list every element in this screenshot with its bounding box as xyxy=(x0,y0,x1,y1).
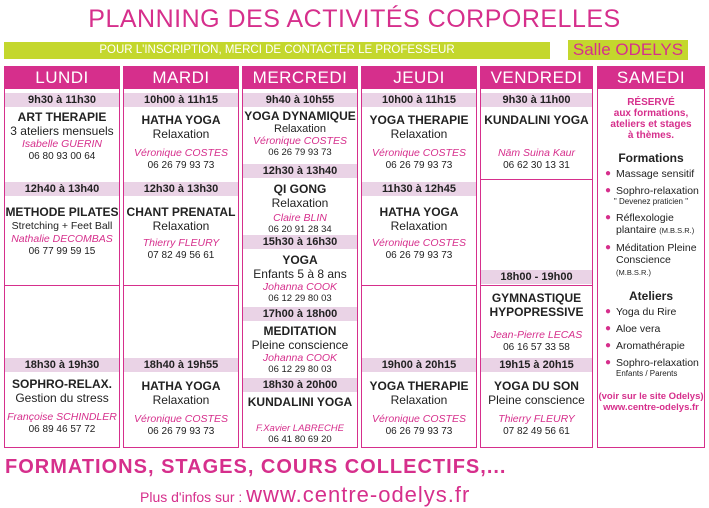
time-slot: 18h30 à 20h00 xyxy=(243,378,357,392)
divider xyxy=(362,285,476,286)
list-item: ● Méditation Pleine xyxy=(605,242,697,254)
day-column-vendredi xyxy=(480,66,593,448)
activity xyxy=(481,291,592,354)
day-column-mardi xyxy=(123,66,239,448)
day-header: JEUDI xyxy=(361,66,477,89)
teacher: Véronique COSTES xyxy=(134,413,228,425)
activity-name: QI GONG xyxy=(273,182,327,196)
time-slot: 9h30 à 11h00 xyxy=(481,93,592,107)
teacher: Johanna COOK xyxy=(262,281,338,293)
time-slot: 9h30 à 11h30 xyxy=(5,93,119,107)
activity xyxy=(5,377,119,436)
reserve-text: aux formations, xyxy=(613,108,689,119)
phone: 06 12 29 80 03 xyxy=(268,364,332,375)
activity xyxy=(5,110,119,163)
divider xyxy=(481,285,592,286)
list-item: ● Réflexologie xyxy=(605,212,674,224)
phone: 06 26 79 93 73 xyxy=(385,250,453,261)
activity-sub: Enfants 5 à 8 ans xyxy=(253,267,347,281)
activity-sub: 3 ateliers mensuels xyxy=(10,124,114,138)
contact-banner: POUR L'INSCRIPTION, MERCI DE CONTACTER LE PROFESSEUR xyxy=(4,42,550,59)
activity xyxy=(243,253,357,304)
activity xyxy=(362,113,476,172)
activity-sub: Pleine conscience xyxy=(251,338,349,352)
teacher: Véronique COSTES xyxy=(253,135,347,147)
activity-name: YOGA DYNAMIQUE xyxy=(244,109,356,123)
phone: 06 26 79 93 73 xyxy=(147,426,215,437)
activity-sub: Relaxation xyxy=(390,393,448,407)
activity-name: YOGA xyxy=(282,253,318,267)
time-slot: 15h30 à 16h30 xyxy=(243,235,357,249)
activity xyxy=(362,205,476,262)
day-column-jeudi xyxy=(361,66,477,448)
activity-sub: Relaxation xyxy=(271,196,329,210)
bullet-icon: ● xyxy=(605,357,612,368)
time-slot: 10h00 à 11h15 xyxy=(362,93,476,107)
day-header: VENDREDI xyxy=(480,66,593,89)
teacher: Véronique COSTES xyxy=(372,147,466,159)
list-item-cont: plantaire (M.B.S.R.) xyxy=(616,224,695,236)
teacher: Véronique COSTES xyxy=(372,413,466,425)
phone: 06 89 46 57 72 xyxy=(28,424,96,435)
list-item: ● Yoga du Rire xyxy=(605,306,677,318)
teacher: Thierry FLEURY xyxy=(142,237,220,249)
page-title: PLANNING DES ACTIVITÉS CORPORELLES xyxy=(88,5,621,33)
time-slot: 19h15 à 20h15 xyxy=(481,358,592,372)
formations-heading: Formations xyxy=(618,151,684,165)
activity xyxy=(481,379,592,438)
day-header: MARDI xyxy=(123,66,239,89)
phone: 06 77 99 59 15 xyxy=(28,246,96,257)
saturday-info xyxy=(598,97,704,413)
list-item: ● Sophro-relaxation xyxy=(605,357,699,369)
day-header: LUNDI xyxy=(4,66,120,89)
phone: 06 41 80 69 20 xyxy=(268,434,332,445)
activity-sub: Relaxation xyxy=(152,219,210,233)
site-url[interactable]: www.centre-odelys.fr xyxy=(603,402,699,413)
activity-name: HATHA YOGA xyxy=(379,205,459,219)
divider xyxy=(5,285,119,286)
day-header: MERCREDI xyxy=(242,66,358,89)
activity-name: KUNDALINI YOGA xyxy=(247,395,353,409)
teacher: Françoise SCHINDLER xyxy=(7,411,117,423)
list-item: ● Aloe vera xyxy=(605,323,661,335)
time-slot: 18h30 à 19h30 xyxy=(5,358,119,372)
time-slot: 10h00 à 11h15 xyxy=(124,93,238,107)
bullet-icon: ● xyxy=(605,185,612,196)
time-slot: 9h40 à 10h55 xyxy=(243,93,357,107)
activity-sub: Relaxation xyxy=(274,123,326,135)
teacher: Nathalie DECOMBAS xyxy=(11,233,113,245)
activity xyxy=(243,395,357,445)
reserve-text: à thèmes. xyxy=(627,130,675,141)
day-column-lundi xyxy=(4,66,120,448)
activity-sub: Pleine conscience xyxy=(488,393,585,407)
phone: 06 12 29 80 03 xyxy=(268,293,332,304)
bullet-icon: ● xyxy=(605,340,612,351)
site-note: (voir sur le site Odelys) xyxy=(598,391,704,402)
ateliers-heading: Ateliers xyxy=(628,289,674,303)
activity-sub: Stretching + Feet Ball xyxy=(11,220,113,232)
divider xyxy=(124,285,238,286)
day-column-samedi xyxy=(597,66,705,448)
time-slot: 12h30 à 13h40 xyxy=(243,164,357,178)
bullet-icon: ● xyxy=(605,242,612,253)
list-item: ● Sophro-relaxation xyxy=(605,185,699,197)
activity-name: YOGA THERAPIE xyxy=(369,113,469,127)
activity-sub: Gestion du stress xyxy=(15,391,109,405)
activity xyxy=(124,113,238,172)
activity-name: YOGA DU SON xyxy=(494,379,579,393)
time-slot: 19h00 à 20h15 xyxy=(362,358,476,372)
bottom-slogan: FORMATIONS, STAGES, COURS COLLECTIFS,... xyxy=(5,456,507,478)
teacher: Nām Suina Kaur xyxy=(497,147,576,159)
time-slot: 12h40 à 13h40 xyxy=(5,182,119,196)
activity xyxy=(5,205,119,258)
phone: 06 20 91 28 34 xyxy=(268,224,332,235)
reserve-text: RÉSERVÉ xyxy=(627,97,675,108)
teacher: Johanna COOK xyxy=(262,352,338,364)
phone: 06 80 93 00 64 xyxy=(28,151,96,162)
activity-name: ART THERAPIE xyxy=(17,110,107,124)
activity xyxy=(124,379,238,438)
activity-name: METHODE PILATES xyxy=(5,205,119,219)
activity xyxy=(481,113,592,172)
teacher: Véronique COSTES xyxy=(372,237,466,249)
teacher: Isabelle GUERIN xyxy=(22,138,102,150)
activity-sub: Relaxation xyxy=(390,219,448,233)
phone: 06 26 79 93 73 xyxy=(385,160,453,171)
activity xyxy=(243,109,357,158)
activity xyxy=(124,205,238,262)
activity-name: GYMNASTIQUE xyxy=(491,291,582,305)
bullet-icon: ● xyxy=(605,168,612,179)
phone: 07 82 49 56 61 xyxy=(147,250,215,261)
bottom-info xyxy=(140,482,470,508)
activity-name: HATHA YOGA xyxy=(141,113,221,127)
time-slot: 12h30 à 13h30 xyxy=(124,182,238,196)
teacher: Thierry FLEURY xyxy=(498,413,575,425)
activity xyxy=(243,182,357,235)
activity-name: CHANT PRENATAL xyxy=(126,205,236,219)
list-item-cont: Conscience (M.B.S.R.) xyxy=(616,254,671,277)
time-slot: 11h30 à 12h45 xyxy=(362,182,476,196)
list-item-note: Enfants / Parents xyxy=(616,369,678,378)
time-slot: 18h40 à 19h55 xyxy=(124,358,238,372)
activity xyxy=(362,379,476,438)
divider xyxy=(481,179,592,180)
bullet-icon: ● xyxy=(605,306,612,317)
list-item: ● Aromathérapie xyxy=(605,340,685,352)
phone: 06 16 57 33 58 xyxy=(503,342,570,353)
phone: 06 26 79 93 73 xyxy=(268,147,332,158)
activity xyxy=(243,324,357,375)
bullet-icon: ● xyxy=(605,212,612,223)
activity-sub: Relaxation xyxy=(390,127,448,141)
list-item-note: " Devenez praticien " xyxy=(613,197,689,206)
info-prefix: Plus d'infos sur : xyxy=(140,489,243,505)
time-slot: 18h00 - 19h00 xyxy=(481,270,592,284)
day-column-mercredi xyxy=(242,66,358,448)
teacher: Véronique COSTES xyxy=(134,147,228,159)
phone: 06 26 79 93 73 xyxy=(385,426,453,437)
activity-name: HATHA YOGA xyxy=(141,379,221,393)
activity-name: SOPHRO-RELAX. xyxy=(11,377,112,391)
phone: 06 62 30 13 31 xyxy=(503,160,570,171)
activity-name-line2: HYPOPRESSIVE xyxy=(489,305,584,319)
phone: 07 82 49 56 61 xyxy=(503,426,570,437)
reserve-text: ateliers et stages xyxy=(610,119,692,130)
activity-sub: Relaxation xyxy=(152,127,210,141)
time-slot: 17h00 à 18h00 xyxy=(243,307,357,321)
teacher: Claire BLIN xyxy=(273,212,327,224)
list-item: ● Massage sensitif xyxy=(605,168,695,180)
activity-name: KUNDALINI YOGA xyxy=(484,113,589,127)
phone: 06 26 79 93 73 xyxy=(147,160,215,171)
teacher: F.Xavier LABRECHE xyxy=(256,423,344,434)
teacher: Jean-Pierre LECAS xyxy=(490,329,583,341)
bullet-icon: ● xyxy=(605,323,612,334)
day-header: SAMEDI xyxy=(597,66,705,89)
activity-name: MEDITATION xyxy=(263,324,337,338)
salle-label: Salle ODELYS xyxy=(568,40,688,60)
activity-name: YOGA THERAPIE xyxy=(369,379,469,393)
activity-sub: Relaxation xyxy=(152,393,210,407)
website-link[interactable]: www.centre-odelys.fr xyxy=(246,482,471,507)
